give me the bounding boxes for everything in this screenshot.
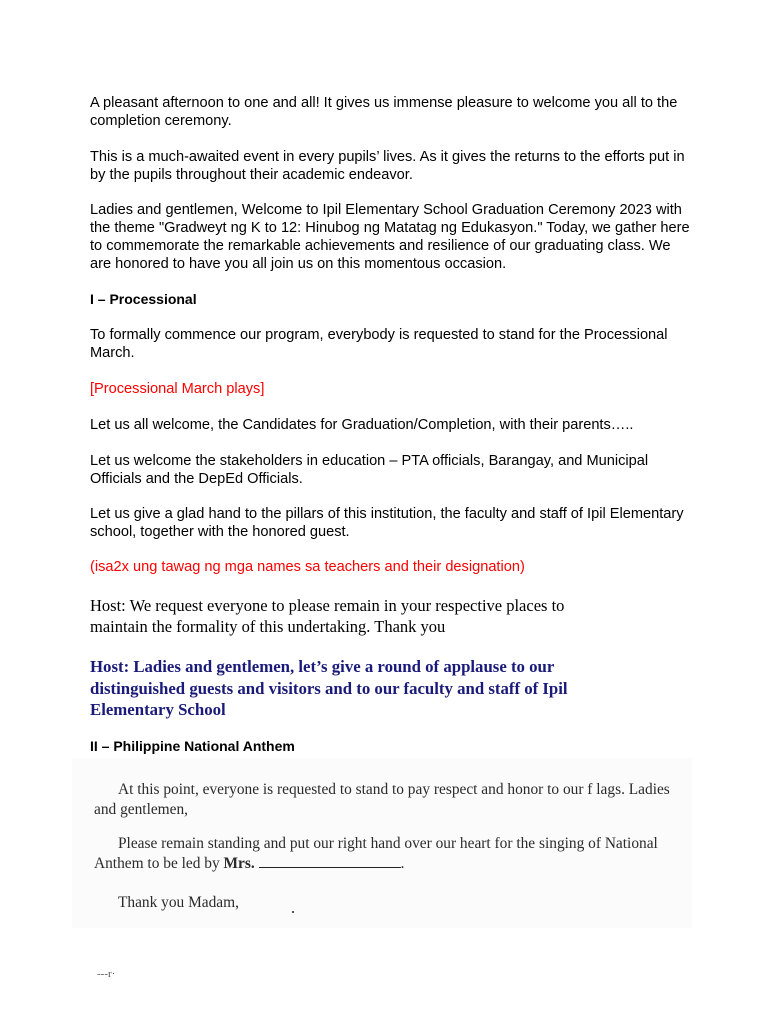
thank-madam-text: Thank you Madam, (118, 894, 239, 911)
scan-smudge: ---r· (97, 968, 116, 980)
scan-speck (292, 911, 294, 913)
welcome-paragraph: A pleasant afternoon to one and all! It gives us immense pleasure to welcome you all to the completion ceremony. (90, 95, 678, 129)
processional-cue: [Processional March plays] (90, 381, 265, 397)
stakeholders-paragraph: Let us welcome the stakeholders in education – PTA officials, Barangay, and Municipal Officials and the DepEd Officials. (90, 453, 649, 487)
host-applause-paragraph: Host: Ladies and gentlemen, let’s give a round of applause to our distinguished guests and visitors and to our faculty and staff of Ipil Elementary School (90, 657, 568, 719)
section1-heading: I – Processional (90, 291, 197, 307)
teacher-names-note: (isa2x ung tawag ng mga names sa teachers and their designation) (90, 559, 525, 575)
event-paragraph: This is a much-awaited event in every pupils’ lives. As it gives the returns to the efforts put in by the pupils throughout their academic endeavor. (90, 149, 685, 183)
leader-name-blank (259, 855, 401, 868)
candidates-paragraph: Let us all welcome, the Candidates for Graduation/Completion, with their parents….. (90, 417, 634, 433)
commence-paragraph: To formally commence our program, everybody is requested to stand for the Processional March. (90, 327, 668, 361)
anthem-standing-text: Please remain standing and put our right hand over our heart for the singing of National Anthem to be led by (94, 835, 658, 872)
host-request-paragraph: Host: We request everyone to please remain in your respective places to maintain the formality of this undertaking. Thank you (90, 596, 565, 636)
anthem-standing-paragraph (94, 834, 684, 874)
anthem-leader-title: Mrs. (223, 855, 255, 872)
pillars-paragraph: Let us give a glad hand to the pillars of this institution, the faculty and staff of Ipil Elementary school, together with the honored guest. (90, 506, 684, 540)
ladies-paragraph: Ladies and gentlemen, Welcome to Ipil Elementary School Graduation Ceremony 2023 with the theme "Gradweyt ng K to 12: Hinubog ng Matatag ng Edukasyon." Today, we gather here to commemorate the remarkable achievements and resilience of our graduating class. We are honored to have you all join us on this momentous occasion. (90, 202, 690, 272)
section2-heading: II – Philippine National Anthem (90, 738, 295, 754)
anthem-end-period: . (400, 855, 405, 872)
anthem-intro-paragraph: At this point, everyone is requested to stand to pay respect and honor to our f lags. Ladies and gentlemen, (94, 781, 670, 818)
